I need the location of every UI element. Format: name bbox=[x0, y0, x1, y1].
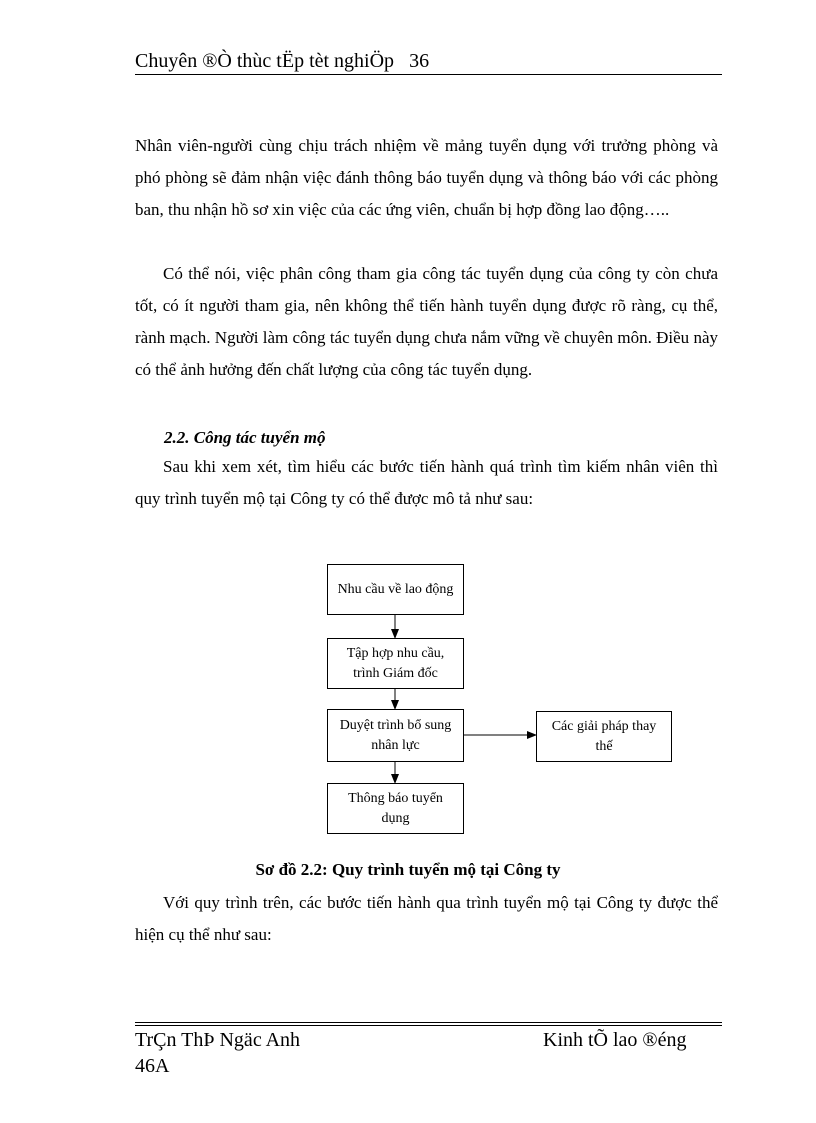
section-heading: 2.2. Công tác tuyển mộ bbox=[164, 428, 326, 447]
flowchart-step-4: Thông báo tuyển dụng bbox=[327, 783, 464, 834]
header-title: Chuyên ®Ò thùc tËp tèt nghiÖp bbox=[135, 50, 395, 72]
flowchart-step-3: Duyệt trình bổ sung nhân lực bbox=[327, 709, 464, 762]
footer-department: Kinh tÕ lao ®éng bbox=[543, 1029, 687, 1051]
header-page-number: 36 bbox=[409, 50, 430, 72]
paragraph-2: Có thể nói, việc phân công tham gia công tác tuyển dụng của công ty còn chưa tốt, có ít người tham gia, nên không thể tiến hành tuyển dụng được rõ ràng, cụ thể, rành mạch. Người làm công tác tuyển dụng chưa nắm vững về chuyên môn. Điều này có thể ảnh hưởng đến chất lượng của công tác tuyển dụng. bbox=[135, 264, 718, 379]
footer-rule-bottom bbox=[135, 1025, 722, 1026]
flowchart-step-1: Nhu cầu về lao động bbox=[327, 564, 464, 615]
paragraph-1: Nhân viên-người cùng chịu trách nhiệm về mảng tuyển dụng với trưởng phòng và phó phòng sẽ đảm nhận việc đánh thông báo tuyển dụng và thông báo với các phòng ban, thu nhận hồ sơ xin việc của các ứng viên, chuẩn bị hợp đồng lao động….. bbox=[135, 136, 718, 219]
flowchart-caption: Sơ đồ 2.2: Quy trình tuyển mộ tại Công ty bbox=[255, 860, 561, 879]
footer-class: 46A bbox=[135, 1055, 170, 1077]
paragraph-3: Sau khi xem xét, tìm hiểu các bước tiến hành quá trình tìm kiếm nhân viên thì quy trình tuyển mộ tại Công ty có thể được mô tả như sau: bbox=[135, 457, 718, 508]
footer-rule-top bbox=[135, 1022, 722, 1023]
flowchart-step-2: Tập hợp nhu cầu, trình Giám đốc bbox=[327, 638, 464, 689]
flowchart-alternative: Các giải pháp thay thế bbox=[536, 711, 672, 762]
footer-author: TrÇn ThÞ Ngäc Anh bbox=[135, 1029, 301, 1051]
paragraph-4: Với quy trình trên, các bước tiến hành qua trình tuyển mộ tại Công ty được thể hiện cụ thể như sau: bbox=[135, 893, 718, 944]
